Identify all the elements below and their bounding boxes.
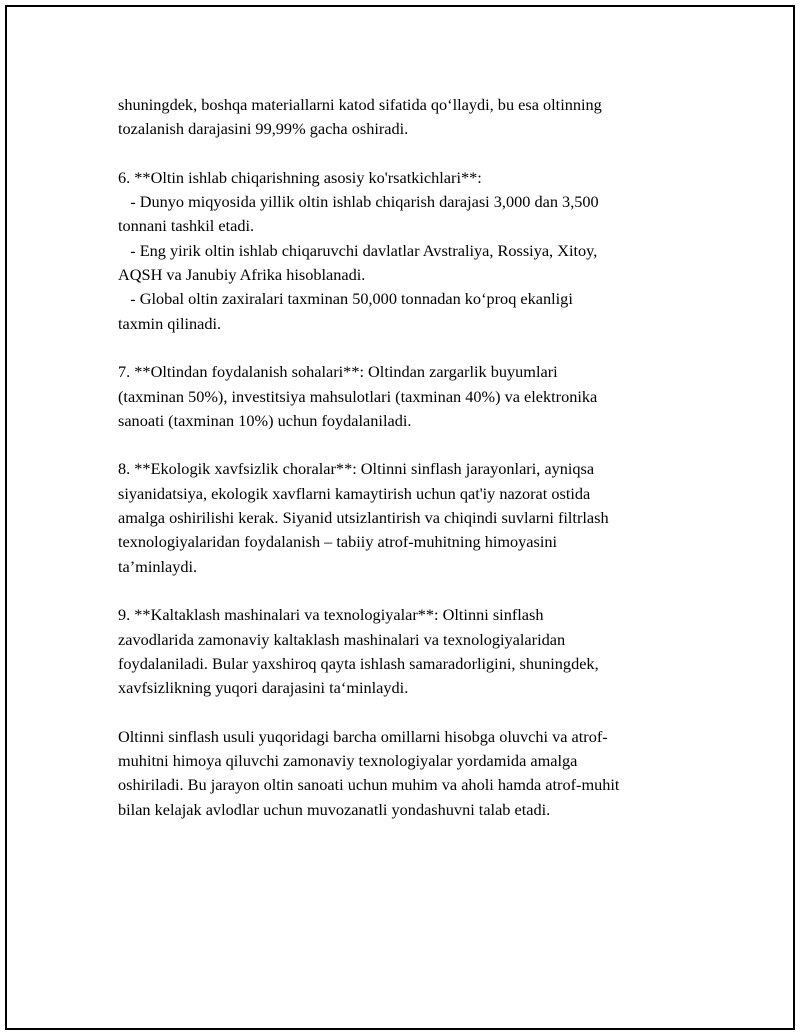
text-line: AQSH va Janubiy Afrika hisoblanadi. <box>118 265 366 285</box>
text-line: siyanidatsiya, ekologik xavflarni kamaytirish uchun qat'iy nazorat ostida <box>118 483 591 503</box>
paragraph-item-7 <box>118 360 698 433</box>
text-line: - Global oltin zaxiralari taxminan 50,000 tonnadan ko‘proq ekanligi <box>118 289 573 309</box>
text-line: xavfsizlikning yuqori darajasini ta‘minlaydi. <box>118 678 409 698</box>
paragraph-item-8 <box>118 457 698 578</box>
text-line: shuningdek, boshqa materiallarni katod sifatida qo‘llaydi, bu esa oltinning <box>118 95 602 114</box>
paragraph-conclusion <box>118 725 698 822</box>
text-line: (taxminan 50%), investitsiya mahsulotlari (taxminan 40%) va elektronika <box>118 386 598 406</box>
text-line: sanoati (taxminan 10%) uchun foydalaniladi. <box>118 410 412 430</box>
text-line: Oltinni sinflash usuli yuqoridagi barcha omillarni hisobga oluvchi va atrof- <box>118 726 608 746</box>
paragraph-item-6 <box>118 166 698 336</box>
text-line: - Eng yirik oltin ishlab chiqaruvchi davlatlar Avstraliya, Rossiya, Xitoy, <box>118 240 598 260</box>
text-line: amalga oshirilishi kerak. Siyanid utsizlantirish va chiqindi suvlarni filtrlash <box>118 508 609 528</box>
item-heading: 8. **Ekologik xavfsizlik choralar**: Oltinni sinflash jarayonlari, ayniqsa <box>118 459 595 479</box>
text-line: tonnani tashkil etadi. <box>118 216 255 236</box>
text-line: bilan kelajak avlodlar uchun muvozanatli yondashuvni talab etadi. <box>118 799 551 819</box>
text-line: oshiriladi. Bu jarayon oltin sanoati uchun muhim va aholi hamda atrof-muhit <box>118 775 620 795</box>
item-heading: 9. **Kaltaklash mashinalari va texnologiyalar**: Oltinni sinflash <box>118 605 544 625</box>
text-line: tozalanish darajasini 99,99% gacha oshiradi. <box>118 119 409 139</box>
item-heading: 7. **Oltindan foydalanish sohalari**: Oltindan zargarlik buyumlari <box>118 362 558 382</box>
text-line: ta’minlaydi. <box>118 556 198 576</box>
item-heading: 6. **Oltin ishlab chiqarishning asosiy ko'rsatkichlari**: <box>118 167 482 187</box>
text-line: - Dunyo miqyosida yillik oltin ishlab chiqarish darajasi 3,000 dan 3,500 <box>118 192 599 212</box>
text-line: zavodlarida zamonaviy kaltaklash mashinalari va texnologiyalaridan <box>118 629 566 649</box>
text-line: muhitni himoya qiluvchi zamonaviy texnologiyalar yordamida amalga <box>118 751 578 771</box>
text-line: taxmin qilinadi. <box>118 313 222 333</box>
paragraph-item-9 <box>118 603 698 700</box>
document-body <box>118 93 698 846</box>
text-line: texnologiyalaridan foydalanish – tabiiy atrof-muhitning himoyasini <box>118 532 558 552</box>
paragraph-continuation <box>118 93 698 142</box>
text-line: foydalaniladi. Bular yaxshiroq qayta ishlash samaradorligini, shuningdek, <box>118 653 599 673</box>
